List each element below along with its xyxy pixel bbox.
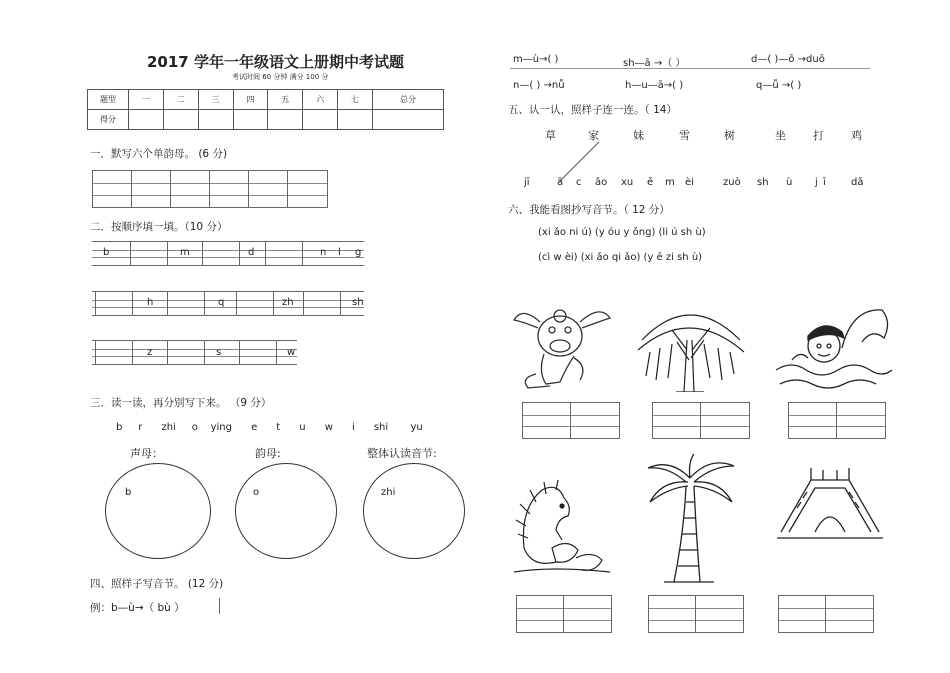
exercise-item[interactable]: h—u—ā→( ) <box>625 80 684 91</box>
syllable: e <box>251 422 258 433</box>
syllable: zhi <box>161 422 176 433</box>
syllable: i <box>351 422 355 433</box>
pinyin-item[interactable]: ī <box>823 177 826 188</box>
letter: sh <box>352 297 364 308</box>
syllable: w <box>324 422 333 433</box>
letter: zh <box>282 297 294 308</box>
page-subtitle: 考试时间 60 分钟 满分 100 分 <box>232 73 329 81</box>
example-line: 例：b—ù→（ bù ） <box>90 602 185 614</box>
char-item[interactable]: 坐 <box>775 129 786 142</box>
syllable: shi <box>373 422 389 433</box>
slide-icon <box>775 462 885 544</box>
char-item[interactable]: 打 <box>813 129 824 142</box>
pinyin-item[interactable]: xu <box>621 177 634 188</box>
score-input[interactable] <box>198 110 233 130</box>
char-item[interactable]: 鸡 <box>851 129 862 142</box>
blank-box[interactable] <box>239 340 277 365</box>
picture-answer-grid[interactable] <box>652 402 750 439</box>
letter: g <box>355 247 362 258</box>
label-shengmu: 声母： <box>130 447 163 460</box>
score-input[interactable] <box>373 110 444 130</box>
section-4-heading: 四、照样子写音节。 (12 分) <box>90 578 224 590</box>
blank-box[interactable] <box>95 340 133 365</box>
section-2-heading: 二．按顺序填一填。（10 分） <box>90 221 228 233</box>
syllable-line: (xi ǎo ni ú) (y óu y ǒng) (li ú sh ù) <box>538 227 706 238</box>
blank-box[interactable] <box>130 241 168 266</box>
score-cell: 六 <box>303 90 338 110</box>
writing-grid[interactable] <box>92 170 328 208</box>
syllable-line: (cì w èi) (xi ǎo qi ǎo) (y ē zi sh ù) <box>538 252 703 263</box>
score-input[interactable] <box>303 110 338 130</box>
score-table <box>87 89 444 130</box>
pinyin-item[interactable]: c <box>576 177 582 188</box>
letter: d <box>248 247 255 258</box>
letter: w <box>287 347 296 358</box>
pinyin-item[interactable]: ě <box>647 177 654 188</box>
pinyin-item[interactable]: j <box>815 177 818 188</box>
char-item[interactable]: 雪 <box>679 129 690 142</box>
letter: z <box>147 347 153 358</box>
circle-sample: o <box>253 487 260 498</box>
score-cell: 二 <box>163 90 198 110</box>
exercise-item[interactable]: q—ǚ →( ) <box>756 80 802 91</box>
score-cell: 五 <box>268 90 303 110</box>
hedgehog-icon <box>512 478 612 578</box>
pinyin-item[interactable]: jī <box>524 177 530 188</box>
blank-box[interactable] <box>167 291 205 316</box>
blank-box[interactable] <box>303 291 341 316</box>
char-item[interactable]: 妹 <box>633 129 644 142</box>
syllable: u <box>299 422 306 433</box>
letter: m <box>180 247 190 258</box>
char-item[interactable]: 草 <box>545 129 556 142</box>
blank-box[interactable] <box>167 340 205 365</box>
char-item[interactable]: 家 <box>588 129 599 142</box>
syllable: t <box>276 422 281 433</box>
score-cell: 七 <box>338 90 373 110</box>
exercise-item[interactable]: d—( )—ō →duō <box>751 54 825 65</box>
page-title: 2017 学年一年级语文上册期中考试题 <box>147 53 404 71</box>
score-input[interactable] <box>163 110 198 130</box>
picture-answer-grid[interactable] <box>516 595 612 633</box>
tree-icon <box>632 300 747 392</box>
blank-box[interactable] <box>95 291 133 316</box>
exercise-item[interactable]: m—ù→( ) <box>513 54 559 65</box>
palm-tree-icon <box>640 452 740 586</box>
syllable-list <box>116 422 423 433</box>
swimming-icon <box>772 298 894 392</box>
score-input[interactable] <box>338 110 373 130</box>
score-cell: 总分 <box>373 90 444 110</box>
picture-answer-grid[interactable] <box>778 595 874 633</box>
syllable: b <box>116 422 123 433</box>
letter: n <box>320 247 327 258</box>
pinyin-item[interactable]: ǎo <box>595 177 608 188</box>
letter: h <box>147 297 154 308</box>
pinyin-item[interactable]: dǎ <box>851 177 864 188</box>
blank-box[interactable] <box>236 291 274 316</box>
score-cell: 题型 <box>88 90 129 110</box>
answer-circle-shengmu[interactable] <box>105 463 211 559</box>
section-3-heading: 三．读一读，再分别写下来。 （9 分） <box>90 397 272 409</box>
score-input[interactable] <box>129 110 164 130</box>
picture-answer-grid[interactable] <box>648 595 744 633</box>
section-1-heading: 一．默写六个单韵母。 (6 分) <box>90 148 228 160</box>
exercise-item[interactable]: sh—ā →（ ） <box>623 58 686 69</box>
pinyin-item[interactable]: sh <box>757 177 769 188</box>
letter: s <box>216 347 222 358</box>
score-cell: 四 <box>233 90 268 110</box>
label-zhengti: 整体认读音节: <box>367 447 437 460</box>
answer-circle-yunmu[interactable] <box>235 463 337 559</box>
pinyin-item[interactable]: m <box>665 177 675 188</box>
letter: l <box>338 247 341 258</box>
syllable: r <box>138 422 143 433</box>
pinyin-item[interactable]: ù <box>786 177 793 188</box>
score-input[interactable] <box>233 110 268 130</box>
score-cell: 得分 <box>88 110 129 130</box>
pinyin-item[interactable]: èi <box>685 177 694 188</box>
answer-circle-zhengti[interactable] <box>363 463 465 559</box>
syllable: o <box>191 422 198 433</box>
cow-icon <box>508 296 618 391</box>
letter: b <box>103 247 110 258</box>
label-yunmu: 韵母: <box>255 447 281 460</box>
exercise-item[interactable]: n—( ) →nǚ <box>513 80 565 91</box>
score-input[interactable] <box>268 110 303 130</box>
blank-box[interactable] <box>265 241 303 266</box>
score-cell: 三 <box>198 90 233 110</box>
char-item[interactable]: 树 <box>724 129 735 142</box>
syllable: yu <box>410 422 423 433</box>
pinyin-item[interactable]: zuò <box>723 177 741 188</box>
score-cell: 一 <box>129 90 164 110</box>
circle-sample: zhi <box>381 487 396 498</box>
letter: q <box>218 297 225 308</box>
section-5-heading: 五、认一认，照样子连一连。（ 14） <box>508 104 677 116</box>
blank-box[interactable] <box>202 241 240 266</box>
picture-answer-grid[interactable] <box>788 402 886 439</box>
section-6-heading: 六、我能看图抄写音节。（ 12 分） <box>508 204 670 216</box>
circle-sample: b <box>125 487 132 498</box>
picture-answer-grid[interactable] <box>522 402 620 439</box>
syllable: ying <box>210 422 232 433</box>
pinyin-item[interactable]: ā <box>557 177 564 188</box>
